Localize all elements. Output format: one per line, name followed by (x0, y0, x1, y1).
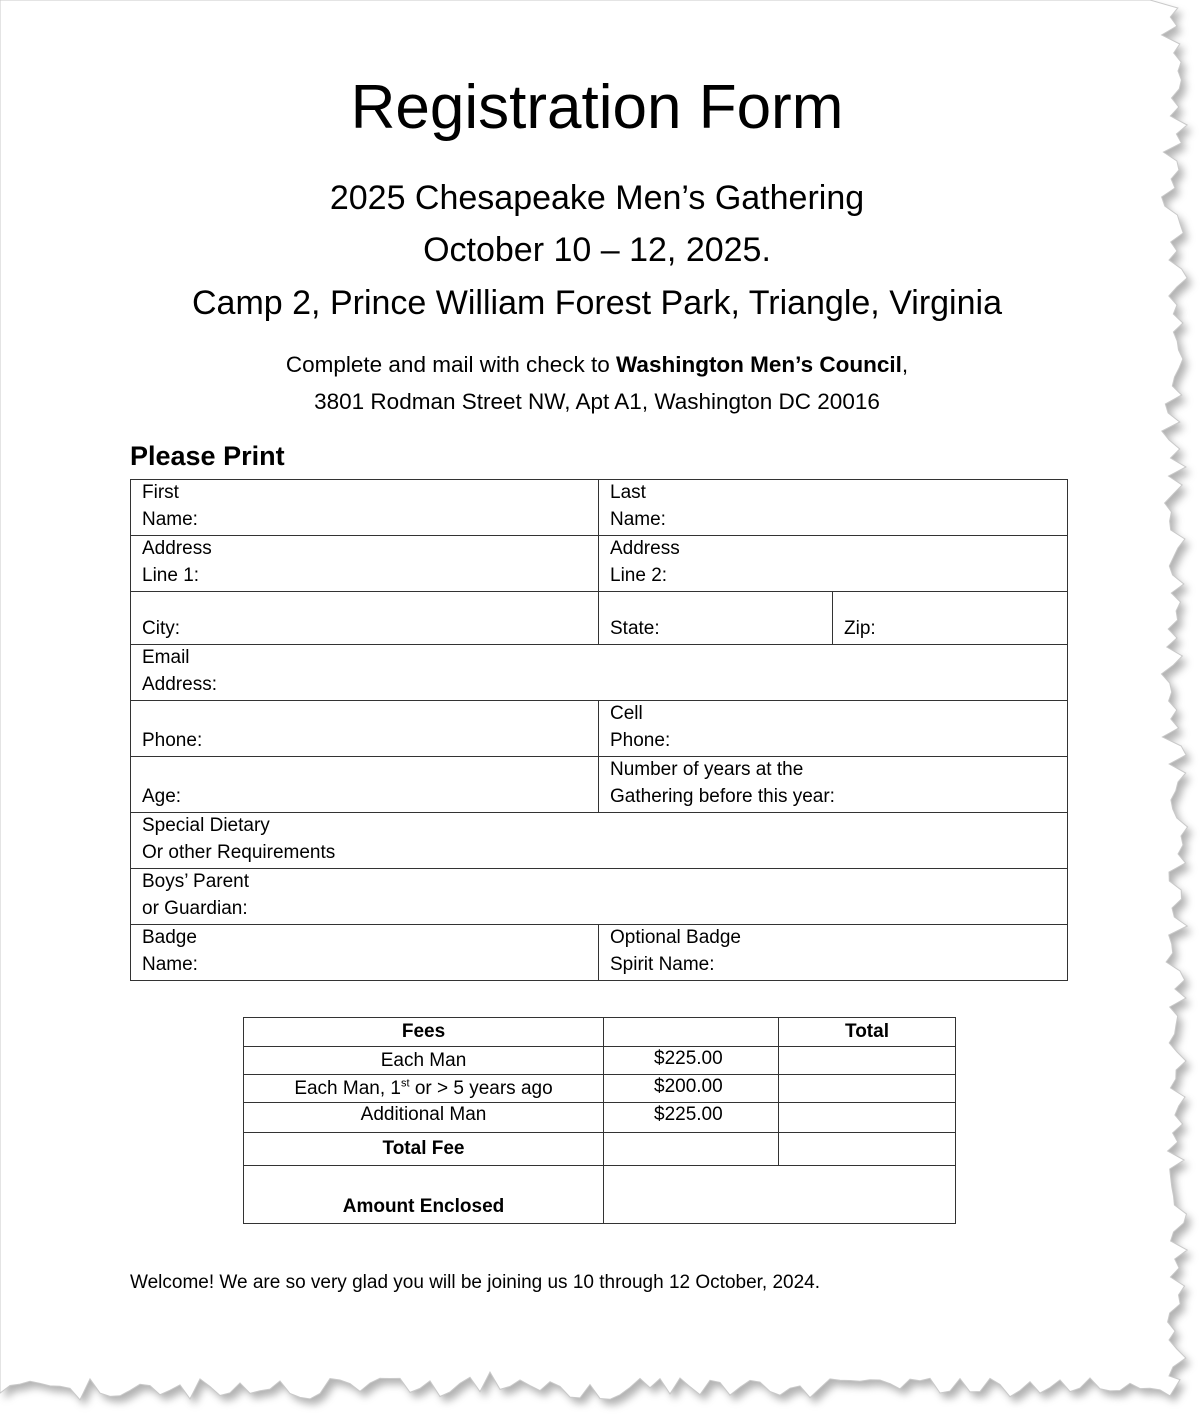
registrant-info-table (130, 479, 1068, 981)
fee-label: Each Man (244, 1047, 604, 1075)
event-name: 2025 Chesapeake Men’s Gathering (329, 179, 865, 217)
fee-amount: $225.00 (604, 1103, 779, 1133)
table-row (244, 1047, 956, 1075)
mail-address: 3801 Rodman Street NW, Apt A1, Washington DC 20016 (314, 389, 880, 414)
page-title: Registration Form (350, 73, 844, 142)
table-row (131, 701, 1068, 757)
city-field[interactable]: City: (131, 592, 599, 645)
dietary-requirements-field[interactable]: Special Dietary Or other Requirements (131, 813, 1068, 869)
spirit-name-field[interactable]: Optional Badge Spirit Name: (599, 925, 1068, 981)
state-field[interactable]: State: (599, 592, 833, 645)
table-row (131, 757, 1068, 813)
fee-total-cell[interactable] (779, 1075, 956, 1103)
amount-enclosed-cell[interactable] (604, 1166, 956, 1224)
welcome-message: Welcome! We are so very glad you will be joining us 10 through 12 October, 2024. (130, 1272, 821, 1293)
event-location: Camp 2, Prince William Forest Park, Triangle, Virginia (192, 284, 1002, 322)
total-fee-label: Total Fee (244, 1133, 604, 1166)
table-row (244, 1103, 956, 1133)
fee-amount: $225.00 (604, 1047, 779, 1075)
first-name-field[interactable]: First Name: (131, 480, 599, 536)
total-fee-blank (604, 1133, 779, 1166)
table-row (131, 536, 1068, 592)
last-name-field[interactable]: Last Name: (599, 480, 1068, 536)
total-fee-cell[interactable] (779, 1133, 956, 1166)
event-dates: October 10 – 12, 2025. (423, 231, 771, 269)
fee-label: Additional Man (244, 1103, 604, 1133)
fee-total-cell[interactable] (779, 1047, 956, 1075)
parent-guardian-field[interactable]: Boys’ Parent or Guardian: (131, 869, 1068, 925)
table-row (131, 480, 1068, 536)
mail-instructions (0, 350, 1194, 380)
badge-name-field[interactable]: Badge Name: (131, 925, 599, 981)
fee-total-cell[interactable] (779, 1103, 956, 1133)
age-field[interactable]: Age: (131, 757, 599, 813)
cell-phone-field[interactable]: Cell Phone: (599, 701, 1068, 757)
years-attended-field[interactable]: Number of years at the Gathering before this year: (599, 757, 1068, 813)
table-row (244, 1166, 956, 1224)
fees-header-blank (604, 1018, 779, 1047)
phone-field[interactable]: Phone: (131, 701, 599, 757)
address-line2-field[interactable]: Address Line 2: (599, 536, 1068, 592)
table-row (244, 1075, 956, 1103)
table-row (131, 869, 1068, 925)
table-row (131, 592, 1068, 645)
amount-enclosed-label: Amount Enclosed (244, 1166, 604, 1224)
fee-label: Each Man, 1st or > 5 years ago (244, 1075, 604, 1103)
table-row (244, 1133, 956, 1166)
table-row (131, 813, 1068, 869)
table-row (131, 925, 1068, 981)
fees-header: Fees (244, 1018, 604, 1047)
table-row (131, 645, 1068, 701)
total-header: Total (779, 1018, 956, 1047)
fee-amount: $200.00 (604, 1075, 779, 1103)
address-line1-field[interactable]: Address Line 1: (131, 536, 599, 592)
mail-suffix: , (901, 352, 909, 377)
email-field[interactable]: Email Address: (131, 645, 1068, 701)
mail-organization: Washington Men’s Council (616, 352, 902, 377)
please-print-heading: Please Print (130, 441, 285, 471)
table-row (244, 1018, 956, 1047)
mail-prefix: Complete and mail with check to (285, 352, 617, 377)
fees-table (243, 1017, 956, 1224)
zip-field[interactable]: Zip: (833, 592, 1068, 645)
